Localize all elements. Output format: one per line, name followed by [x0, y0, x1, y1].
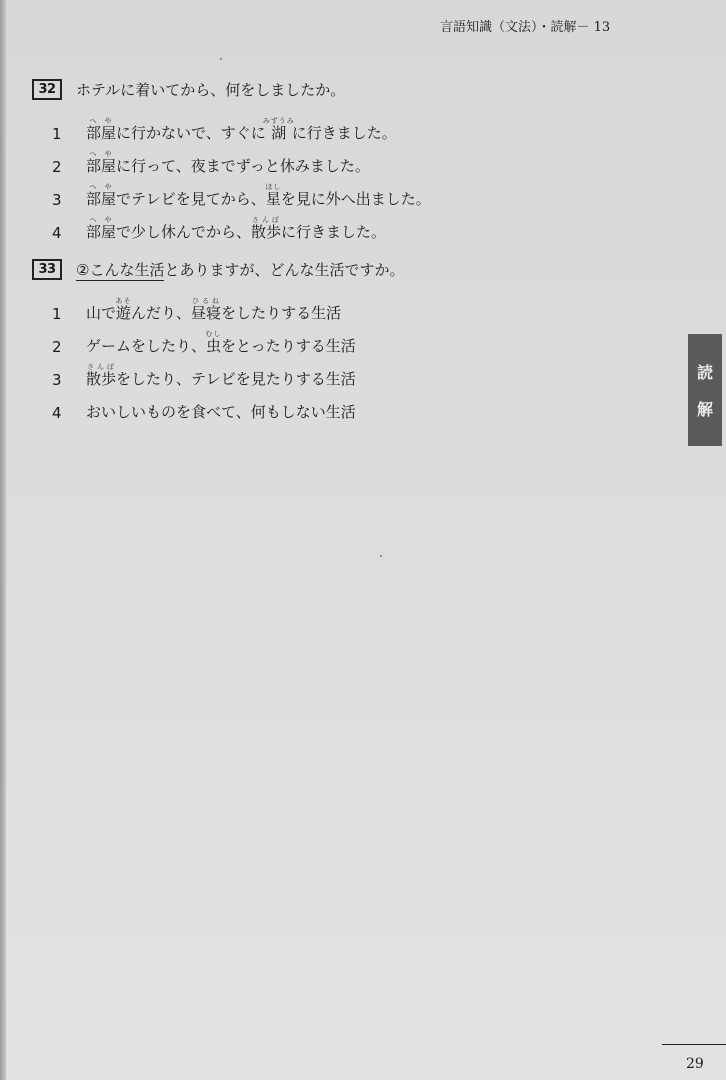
print-speck [380, 555, 382, 557]
option-text [86, 117, 397, 143]
answer-option [32, 389, 404, 422]
furigana-word [251, 216, 282, 241]
option-number: 2 [52, 158, 62, 176]
kanji-base: 遊 [115, 304, 132, 322]
option-text-segment: に行かないで、すぐに [116, 124, 266, 142]
furigana-reading: へや [86, 150, 117, 158]
option-text-segment: で少し休んでから、 [116, 223, 252, 241]
option-text-segment: 山で [86, 304, 117, 322]
furigana-word [205, 330, 222, 355]
prompt-rest: とありますが、どんな生活ですか。 [164, 260, 405, 279]
page-number: 29 [686, 1056, 704, 1072]
furigana-word [86, 183, 117, 208]
furigana-reading: へや [86, 117, 117, 125]
option-text-segment: をとったりする生活 [221, 337, 356, 355]
option-number: 3 [52, 371, 62, 389]
furigana-reading: へや [86, 183, 117, 191]
answer-option [32, 143, 431, 176]
furigana-word [86, 117, 117, 142]
option-text [86, 216, 386, 242]
option-text-segment: に行きました。 [291, 124, 397, 142]
question-header [32, 258, 404, 280]
option-number: 4 [52, 404, 62, 422]
option-number: 1 [52, 305, 62, 323]
section-tab-reading [688, 334, 722, 446]
option-text-segment: ゲームをしたり、 [86, 337, 207, 355]
option-number: 4 [52, 224, 62, 242]
answer-option [32, 209, 431, 242]
option-text-segment: をしたり、テレビを見たりする生活 [116, 370, 356, 388]
answer-option [32, 176, 431, 209]
option-text [86, 401, 356, 422]
question-33 [32, 258, 404, 422]
option-text-segment: でテレビを見てから、 [116, 190, 266, 208]
question-number: 33 [32, 259, 62, 280]
option-text-segment: んだり、 [131, 304, 192, 322]
question-number: 32 [32, 79, 62, 100]
furigana-reading: みずうみ [262, 117, 295, 125]
section-tab-char: 解 [696, 400, 713, 419]
kanji-base: 部屋 [86, 157, 117, 175]
furigana-reading: ひるね [191, 297, 222, 305]
option-list [32, 290, 404, 422]
answer-option [32, 110, 431, 143]
running-header: 言語知識（文法）・読解－ 13 [440, 20, 611, 35]
furigana-word [191, 297, 222, 322]
furigana-reading: へや [86, 216, 117, 224]
option-text-segment: おいしいものを食べて、何もしない生活 [86, 403, 356, 421]
section-tab-char: 読 [696, 363, 713, 382]
option-text [86, 330, 356, 356]
question-prompt [76, 259, 404, 280]
kanji-base: 部屋 [86, 124, 117, 142]
furigana-word [86, 216, 117, 241]
furigana-word [262, 117, 295, 142]
option-text-segment: に行って、夜までずっと休みました。 [116, 157, 370, 175]
underlined-phrase: ②こんな生活 [76, 260, 165, 279]
kanji-base: 散歩 [86, 370, 117, 388]
kanji-base: 部屋 [86, 223, 117, 241]
option-text-segment: をしたりする生活 [221, 304, 342, 322]
furigana-reading: さんぽ [86, 363, 117, 371]
kanji-base: 虫 [205, 337, 222, 355]
question-prompt: ホテルに着いてから、何をしましたか。 [76, 80, 346, 99]
footer-rule [662, 1044, 726, 1045]
page-binding-edge [0, 0, 6, 1080]
option-list [32, 110, 431, 242]
furigana-word [86, 363, 117, 388]
option-text [86, 297, 341, 323]
furigana-word [115, 297, 132, 322]
option-text [86, 183, 431, 209]
furigana-reading: さんぽ [251, 216, 282, 224]
answer-option [32, 323, 404, 356]
option-number: 3 [52, 191, 62, 209]
option-text-segment: を見に外へ出ました。 [280, 190, 431, 208]
furigana-reading: ほし [265, 183, 282, 191]
answer-option [32, 290, 404, 323]
print-speck [220, 58, 222, 60]
kanji-base: 昼寝 [191, 304, 222, 322]
kanji-base: 星 [265, 190, 282, 208]
option-text [86, 363, 356, 389]
furigana-word [86, 150, 117, 175]
answer-option [32, 356, 404, 389]
question-header [32, 78, 431, 100]
option-number: 2 [52, 338, 62, 356]
option-number: 1 [52, 125, 62, 143]
furigana-reading: あそ [115, 297, 132, 305]
kanji-base: 部屋 [86, 190, 117, 208]
option-text-segment: に行きました。 [281, 223, 387, 241]
option-text [86, 150, 370, 176]
furigana-word [265, 183, 282, 208]
question-32 [32, 78, 431, 242]
kanji-base: 散歩 [251, 223, 282, 241]
kanji-base: 湖 [262, 124, 295, 142]
furigana-reading: むし [205, 330, 222, 338]
